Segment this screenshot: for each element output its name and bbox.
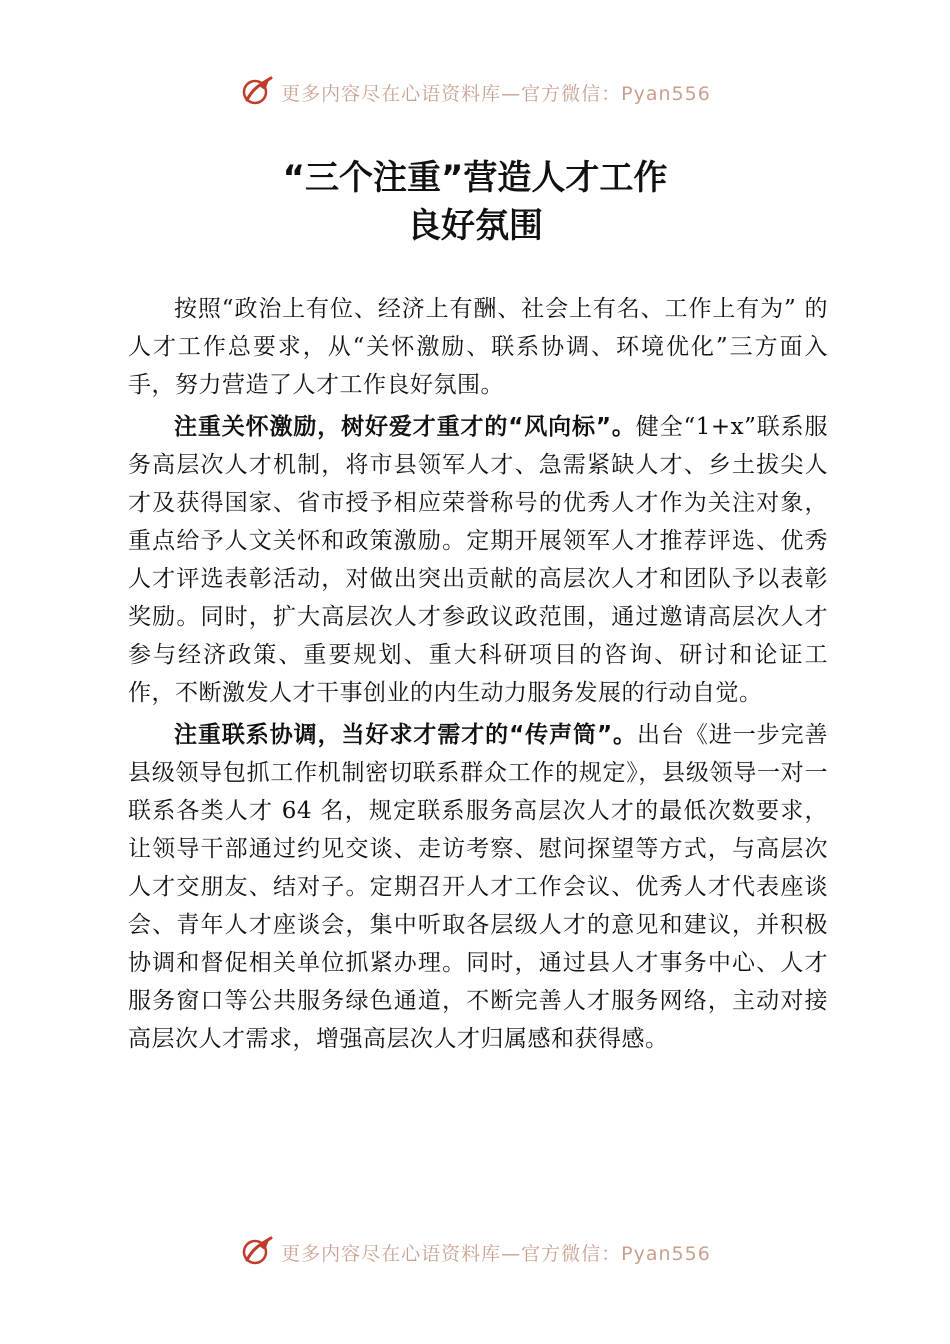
article-body: [128, 290, 828, 1062]
watermark-text: 更多内容尽在心语资料库—官方微信：Pyan556: [281, 1242, 711, 1265]
pen-swirl-logo-icon: [239, 1234, 275, 1270]
header-watermark: [0, 72, 950, 112]
section-paragraph-2: [128, 716, 828, 1058]
pen-swirl-logo-icon: [239, 74, 275, 110]
section-text-1: 健全“1+x”联系服务高层次人才机制，将市县领军人才、急需紧缺人才、乡土拔尖人才及获得国家、省市授予相应荣誉称号的优秀人才作为关注对象，重点给予人文关怀和政策激励。定期开展领军人才推荐评选、优秀人才评选表彰活动，对做出突出贡献的高层次人才和团队予以表彰奖励。同时，扩大高层次人才参政议政范围，通过邀请高层次人才参与经济政策、重要规划、重大科研项目的咨询、研讨和论证工作，不断激发人才干事创业的内生动力服务发展的行动自觉。: [128, 414, 828, 706]
page-title-line-2: 良好氛围: [407, 206, 543, 246]
watermark-text: 更多内容尽在心语资料库—官方微信：Pyan556: [281, 82, 711, 105]
section-heading-1: 注重关怀激励，树好爱才重才的“风向标”。: [174, 414, 636, 440]
page-title-line-1: “三个注重”营造人才工作: [282, 158, 668, 198]
section-heading-2: 注重联系协调，当好求才需才的“传声筒”。: [174, 722, 637, 748]
intro-paragraph: 按照“政治上有位、经济上有酬、社会上有名、工作上有为” 的人才工作总要求，从“关怀激励、联系协调、环境优化”三方面入手，努力营造了人才工作良好氛围。: [128, 296, 828, 398]
section-paragraph-1: [128, 408, 828, 712]
section-text-2: 出台《进一步完善县级领导包抓工作机制密切联系群众工作的规定》，县级领导一对一联系各类人才 64 名，规定联系服务高层次人才的最低次数要求，让领导干部通过约见交谈、走访考察、慰问探望等方式，与高层次人才交朋友、结对子。定期召开人才工作会议、优秀人才代表座谈会、青年人才座谈会，集中听取各层级人才的意见和建议，并积极协调和督促相关单位抓紧办理。同时，通过县人才事务中心、人才服务窗口等公共服务绿色通道，不断完善人才服务网络，主动对接高层次人才需求，增强高层次人才归属感和获得感。: [128, 722, 829, 1052]
footer-watermark: [0, 1232, 950, 1272]
